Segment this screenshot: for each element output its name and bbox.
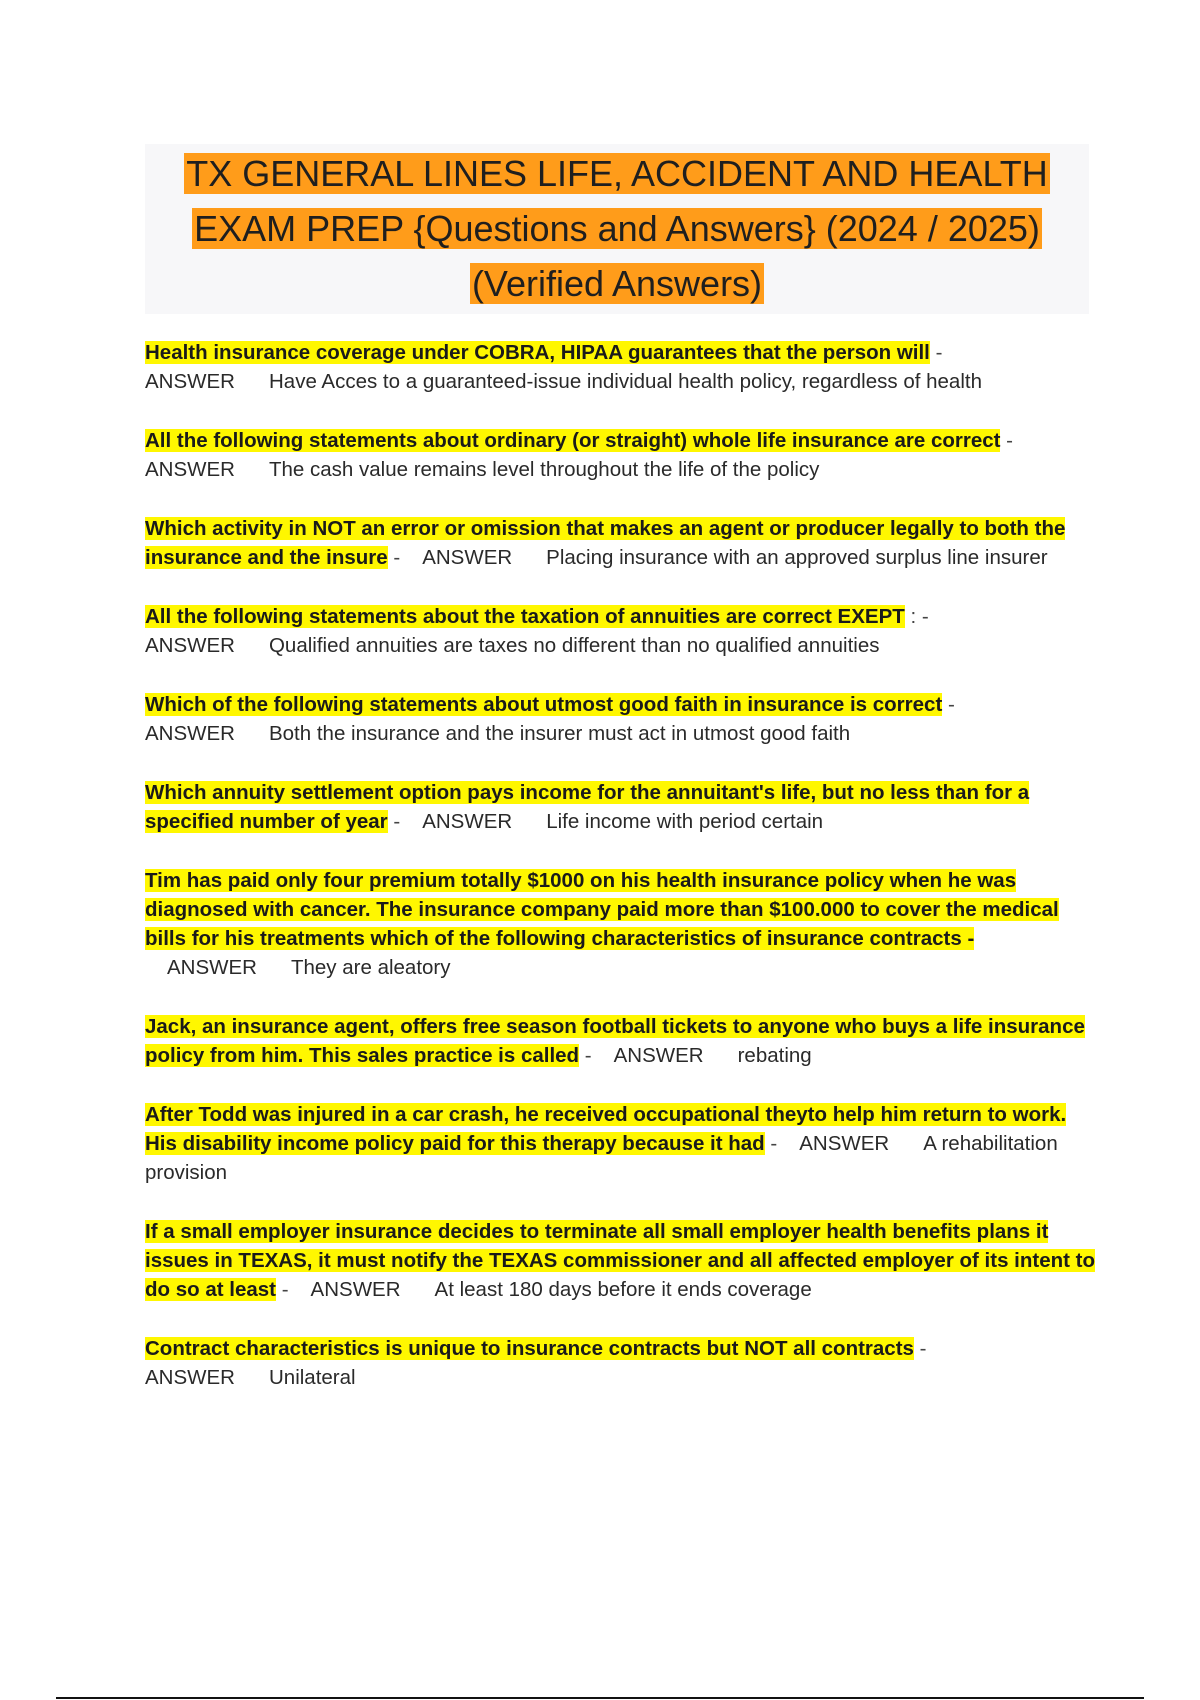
answer-label: ANSWER — [799, 1132, 890, 1155]
question-text: Health insurance coverage under COBRA, HIPAA guarantees that the person will — [145, 341, 930, 364]
answer-label: ANSWER — [145, 370, 235, 393]
question-text: Which annuity settlement option pays income for the annuitant's life, but no less than for a specified number of year — [145, 781, 1030, 833]
separator-dash: - — [1006, 429, 1013, 452]
answer-label: ANSWER — [167, 956, 257, 979]
separator-dash: - — [947, 693, 955, 716]
answer-text: Placing insurance with an approved surplus line insurer — [546, 546, 1048, 569]
separator-dash: - — [584, 1044, 592, 1067]
answer-label: ANSWER — [145, 1366, 235, 1389]
document-title — [145, 144, 1089, 314]
question-text: If a small employer insurance decides to terminate all small employer health benefits plans it issues in TEXAS, it must notify the TEXAS commissioner and all affected employer of its intent to do so at least — [145, 1220, 1096, 1301]
qa-item — [145, 866, 1095, 982]
qa-item — [145, 1334, 1095, 1392]
question-text: Tim has paid only four premium totally $1000 on his health insurance policy when he was diagnosed with cancer. The insurance company paid more than $100.000 to cover the medical bills for his treatments which of the following characteristics of insurance contracts - — [145, 869, 1059, 950]
qa-item — [145, 1217, 1095, 1304]
question-text: Contract characteristics is unique to insurance contracts but NOT all contracts — [145, 1337, 914, 1360]
qa-item — [145, 778, 1095, 836]
separator-dash: : - — [910, 605, 929, 628]
answer-text: Unilateral — [268, 1366, 356, 1389]
answer-text: rebating — [737, 1044, 812, 1067]
answer-label: ANSWER — [613, 1044, 704, 1067]
separator-dash: - — [935, 341, 943, 364]
question-text: Which of the following statements about utmost good faith in insurance is correct — [145, 693, 943, 716]
title-line: (Verified Answers) — [471, 263, 763, 304]
qa-item — [145, 338, 1095, 396]
answer-label: ANSWER — [145, 458, 235, 481]
question-text: Which activity in NOT an error or omission that makes an agent or producer legally to both the insurance and the insure — [145, 517, 1066, 569]
qa-item — [145, 602, 1095, 660]
answer-text: The cash value remains level throughout the life of the policy — [268, 458, 820, 481]
question-text: All the following statements about the taxation of annuities are correct EXEPT — [145, 605, 905, 628]
answer-text: At least 180 days before it ends coverage — [434, 1278, 812, 1301]
title-line: TX GENERAL LINES LIFE, ACCIDENT AND HEALTH — [186, 153, 1048, 194]
answer-text: A rehabilitation provision — [145, 1132, 1058, 1184]
answer-label: ANSWER — [145, 634, 235, 657]
question-text: Jack, an insurance agent, offers free season football tickets to anyone who buys a life insurance policy from him. This sales practice is called — [145, 1015, 1085, 1067]
qa-item — [145, 1100, 1095, 1187]
answer-label: ANSWER — [422, 810, 513, 833]
answer-text: Qualified annuities are taxes no different than no qualified annuities — [268, 634, 880, 657]
qa-item — [145, 426, 1095, 484]
answer-label: ANSWER — [422, 546, 513, 569]
question-text: After Todd was injured in a car crash, he received occupational theyto help him return to work. His disability income policy paid for this therapy because it had — [145, 1103, 1067, 1155]
separator-dash: - — [281, 1278, 289, 1301]
separator-dash: - — [770, 1132, 778, 1155]
separator-dash: - — [393, 546, 401, 569]
answer-text: Both the insurance and the insurer must act in utmost good faith — [268, 722, 851, 745]
answer-text: Life income with period certain — [546, 810, 824, 833]
separator-dash: - — [393, 810, 401, 833]
question-text: All the following statements about ordinary (or straight) whole life insurance are correct — [145, 429, 1001, 452]
separator-dash: - — [919, 1337, 927, 1360]
qa-item — [145, 1012, 1095, 1070]
answer-text: They are aleatory — [290, 956, 451, 979]
footer-rule — [56, 1697, 1144, 1699]
qa-item — [145, 514, 1095, 572]
title-line: EXAM PREP {Questions and Answers} (2024 / 2025) — [194, 208, 1040, 249]
answer-label: ANSWER — [145, 722, 235, 745]
answer-text: Have Acces to a guaranteed-issue individual health policy, regardless of health — [268, 370, 982, 393]
answer-label: ANSWER — [310, 1278, 401, 1301]
qa-list — [145, 338, 1095, 1422]
qa-item — [145, 690, 1095, 748]
